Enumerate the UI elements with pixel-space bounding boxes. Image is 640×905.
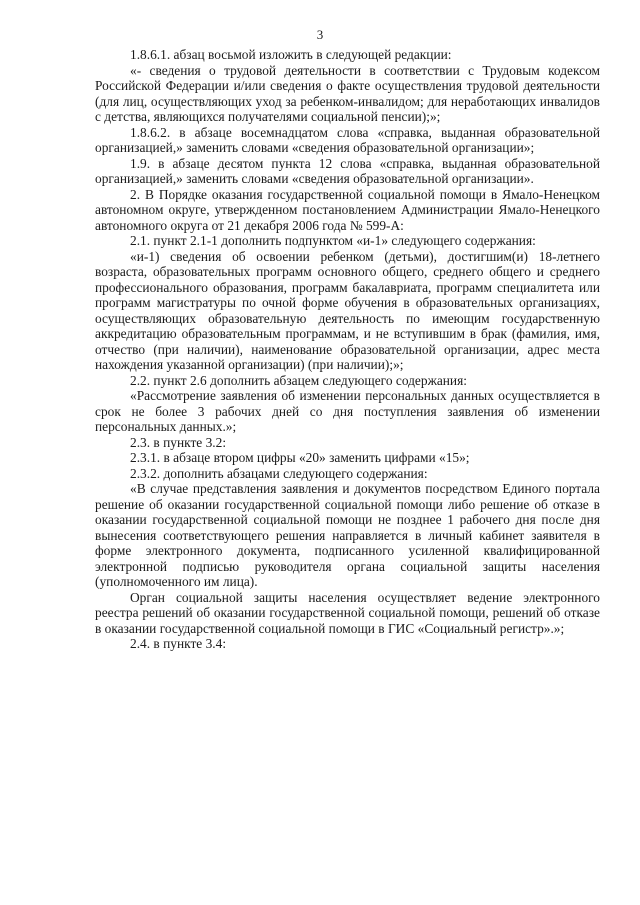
paragraph-1-8-6-2: 1.8.6.2. в абзаце восемнадцатом слова «справка, выданная образовательной организацией,» заменить словами «сведения образовательной организации»;: [95, 124, 600, 155]
page-number: 3: [316, 27, 324, 42]
paragraph-1-9: 1.9. в абзаце десятом пункта 12 слова «справка, выданная образовательной организацией,» заменить словами «сведения образовательной организации».: [95, 155, 600, 186]
paragraph-2-3: 2.3. в пункте 3.2:: [130, 434, 227, 450]
paragraph-2: 2. В Порядке оказания государственной социальной помощи в Ямало-Ненецком автономном округе, утвержденном постановлением Администрации Ямало-Ненецкого автономного округа от 21 декабря 2006 года № 599-А:: [95, 186, 600, 233]
paragraph-1-8-6-1: 1.8.6.1. абзац восьмой изложить в следующей редакции:: [130, 47, 452, 62]
paragraph-quote-unified-portal: «В случае представления заявления и документов посредством Единого портала решение об оказании государственной социальной помощи либо решение об отказе в оказании государственной социальной помощи не позднее 1 рабочего дня после дня вынесения соответствующего решения направляется в личный кабинет заявителя в форме электронного документа, подписанного усиленной квалифицированной электронной подписью руководителя органа социальной защиты населения (уполномоченного им лица).: [95, 481, 600, 589]
paragraph-2-3-2: 2.3.2. дополнить абзацами следующего содержания:: [130, 465, 428, 481]
paragraph-quote-i-1: «и-1) сведения об освоении ребенком (детьми), достигшим(и) 18-летнего возраста, образовательных программ основного общего, среднего общего и среднего профессионального образования, программ бакалавриата, программ специалитета или программ магистратуры по очной форме обучения в образовательных организациях, осуществляющих образовательную деятельность по имеющим государственную аккредитацию образовательным программам, и не вступившим в брак (фамилия, имя, отчество (при наличии), наименование образовательной организации, адрес места нахождения указанной организации) (при наличии);»;: [95, 248, 600, 372]
paragraph-registry: Орган социальной защиты населения осуществляет ведение электронного реестра решений об оказании государственной социальной помощи, решений об отказе в оказании государственной социальной помощи в ГИС «Социальный регистр».»;: [95, 589, 600, 636]
paragraph-quote-labor-activity: «- сведения о трудовой деятельности в соответствии с Трудовым кодексом Российской Федерации и/или сведения о факте осуществления трудовой деятельности (для лиц, осуществляющих уход за ребенком-инвалидом; для неработающих инвалидов с детства, являющихся получателями социальной пенсии);»;: [95, 62, 600, 124]
paragraph-2-4: 2.4. в пункте 3.4:: [130, 636, 227, 651]
paragraph-quote-personal-data: «Рассмотрение заявления об изменении персональных данных осуществляется в срок не более 3 рабочих дней со дня поступления заявления об изменении персональных данных.»;: [95, 388, 600, 434]
paragraph-2-2: 2.2. пункт 2.6 дополнить абзацем следующего содержания:: [130, 372, 467, 388]
document-body: [95, 47, 600, 652]
paragraph-2-3-1: 2.3.1. в абзаце втором цифры «20» заменить цифрами «15»;: [130, 450, 470, 465]
paragraph-2-1: 2.1. пункт 2.1-1 дополнить подпунктом «и-1» следующего содержания:: [130, 233, 536, 248]
